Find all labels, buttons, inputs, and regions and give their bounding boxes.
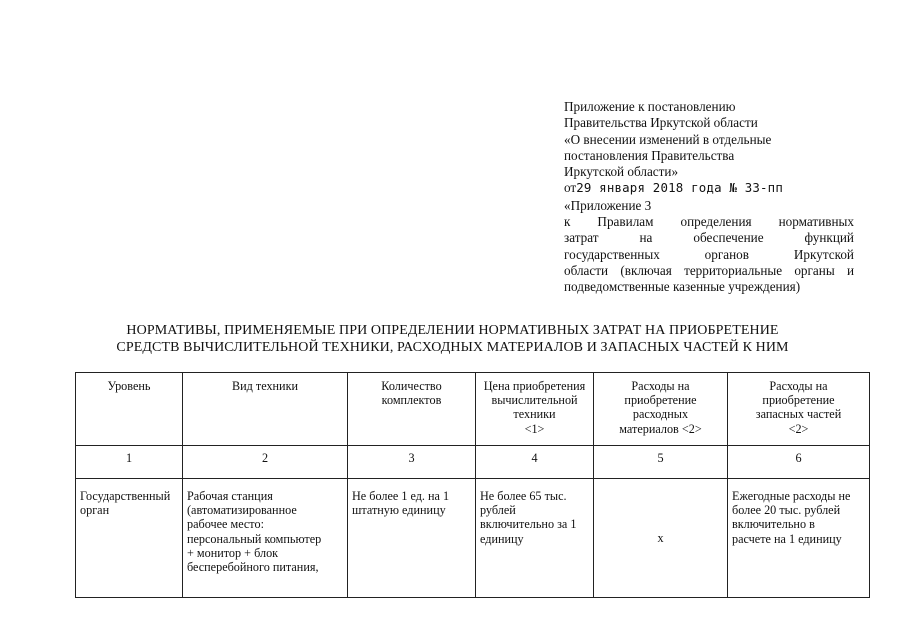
header-consumables: Расходы на приобретение расходных материалов <2> (594, 373, 728, 446)
resolution-date (564, 180, 854, 196)
table-header-row (76, 373, 870, 446)
date-prefix: от (564, 180, 577, 196)
norms-table (75, 372, 870, 598)
header-spare-parts: Расходы на приобретение запасных частей <2> (728, 373, 870, 446)
rules-line: подведомственные казенные учреждения) (564, 279, 801, 295)
appendix-block (564, 99, 854, 296)
column-number: 1 (76, 446, 183, 479)
header-level: Уровень (76, 373, 183, 446)
title-line-1: НОРМАТИВЫ, ПРИМЕНЯЕМЫЕ ПРИ ОПРЕДЕЛЕНИИ НОРМАТИВНЫХ ЗАТРАТ НА ПРИОБРЕТЕНИЕ (126, 323, 779, 338)
cell-level: Государственный орган (76, 479, 183, 598)
cell-consumables: x (594, 479, 728, 598)
appendix-line: «О внесении изменений в отдельные (564, 131, 772, 147)
appendix-line: Иркутской области» (564, 164, 679, 180)
cell-spare-parts: Ежегодные расходы не более 20 тыс. рублей включительно в расчете на 1 единицу (728, 479, 870, 598)
header-equipment-type: Вид техники (183, 373, 348, 446)
rules-line: к Правилам определения нормативных (564, 214, 854, 230)
header-quantity: Количество комплектов (348, 373, 476, 446)
column-number: 6 (728, 446, 870, 479)
header-price: Цена приобретения вычислительной техники <1> (476, 373, 594, 446)
title-line-2: СРЕДСТВ ВЫЧИСЛИТЕЛЬНОЙ ТЕХНИКИ, РАСХОДНЫХ МАТЕРИАЛОВ И ЗАПАСНЫХ ЧАСТЕЙ К НИМ (116, 340, 789, 355)
rules-line: области (включая территориальные органы и (564, 262, 854, 278)
column-number: 4 (476, 446, 594, 479)
column-number: 2 (183, 446, 348, 479)
cell-equipment: Рабочая станция (автоматизированное рабочее место: персональный компьютер + монитор + блок бесперебойного питания, (183, 479, 348, 598)
table-row (76, 479, 870, 598)
appendix-line: Правительства Иркутской области (564, 115, 758, 131)
cell-price: Не более 65 тыс. рублей включительно за 1 единицу (476, 479, 594, 598)
rules-reference (564, 198, 854, 296)
appendix-line: постановления Правительства (564, 147, 735, 163)
column-number: 3 (348, 446, 476, 479)
date-value: 29 января 2018 года № 33-пп (576, 180, 784, 196)
rules-line: «Приложение 3 (564, 197, 652, 213)
rules-line: государственных органов Иркутской (564, 246, 854, 262)
column-number: 5 (594, 446, 728, 479)
appendix-line: Приложение к постановлению (564, 99, 736, 114)
column-numbers-row (76, 446, 870, 479)
cell-quantity: Не более 1 ед. на 1 штатную единицу (348, 479, 476, 598)
document-title (0, 322, 905, 356)
rules-line: затрат на обеспечение функций (564, 230, 854, 246)
